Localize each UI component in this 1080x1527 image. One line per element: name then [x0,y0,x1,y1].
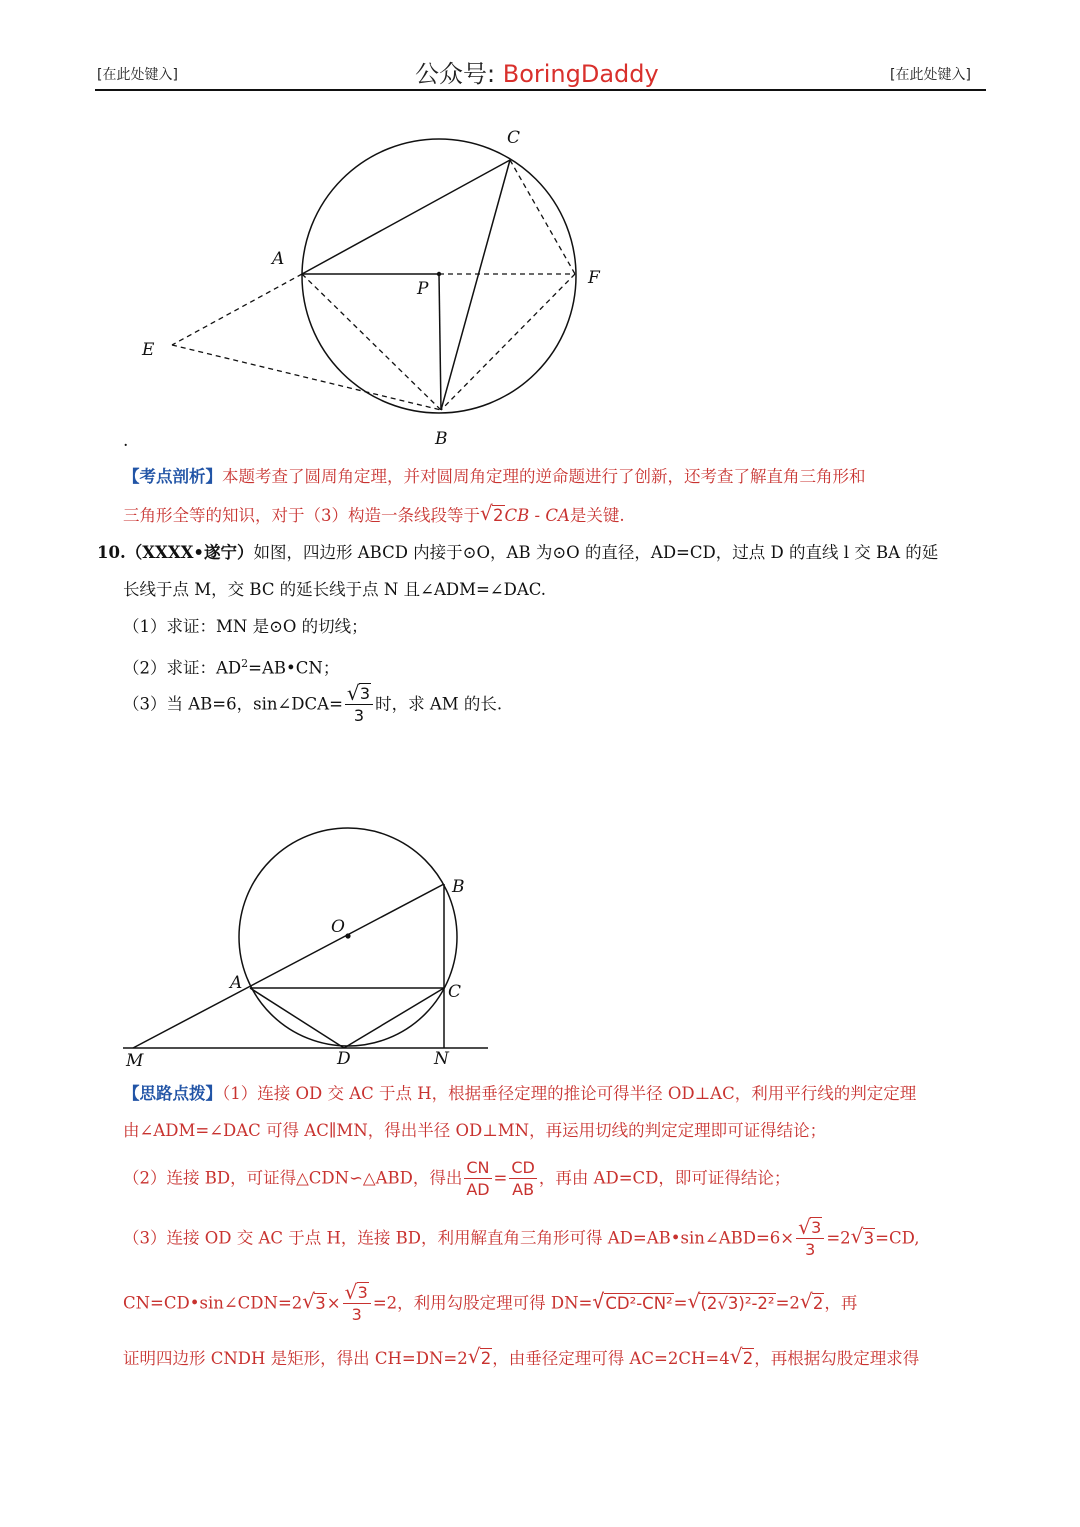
hint-tag: 【思路点拨】 [123,1084,222,1103]
header-brand: BoringDaddy [502,60,659,88]
fig1-line-cb [441,160,510,410]
analysis1-text2a: 三角形全等的知识，对于（3）构造一条线段等于 [123,506,480,525]
fig1-line-ac [302,160,510,274]
fig1-label-e: E [142,340,155,360]
header-right-placeholder: [在此处键入] [890,67,971,83]
fig2-line-ad [250,988,344,1048]
analysis1-text2c: 是关键. [569,506,625,525]
analysis1-line1 [123,464,866,490]
fig1-line-pb [439,274,441,410]
header-label: 公众号: [415,60,496,88]
hint-line1: 【思路点拨】（1）连接 OD 交 AC 于点 H，根据垂径定理的推论可得半径 OD⊥AC，利用平行线的判定定理 [123,1084,917,1103]
analysis1-text2b: CB - CA [504,506,570,525]
fig1-label-b: B [435,429,448,449]
hint-fraction-cn-ad: $\frac{CN}{AD}$ [466,1158,490,1199]
problem10-line1 [97,540,938,566]
fig1-dash-eb [172,345,441,410]
hint-line6: 证明四边形 CNDH 是矩形，得出 CH=DN=2 √ 2，由垂径定理可得 AC=2CH=4 √ 2，再根据勾股定理求得 [123,1344,920,1368]
fig1-dash-cf [510,160,575,274]
fig1-dash-fb [441,274,575,410]
hint-line2: 由∠ADM=∠DAC 可得 AC∥MN，得出半径 OD⊥MN，再运用切线的判定定理即可证得结论； [123,1121,827,1140]
fig2-label-a: A [230,973,243,993]
fig1-label-c: C [507,128,521,148]
fig2-label-m: M [126,1051,144,1071]
header-left-placeholder: [在此处键入] [97,67,178,83]
figure-1-circle-diagram [0,0,1080,460]
fig1-stray-dot: . [123,431,129,451]
problem10-source: （XXXX•遂宁） [125,543,254,562]
hint-fraction-cd-ab: $\frac{CD}{AB}$ [511,1158,535,1199]
fig2-label-c: C [448,982,462,1002]
problem10-line2: 长线于点 M，交 BC 的延长线于点 N 且∠ADM=∠DAC. [123,580,547,599]
problem10-question2: （2）求证：$AD^2=AB•CN$； [123,657,340,678]
fig2-label-b: B [452,877,465,897]
fig2-label-o: O [331,917,345,937]
fig1-label-f: F [588,268,600,288]
problem10-number: 10. [97,543,126,562]
fig1-label-a: A [272,249,285,269]
fig2-label-n: N [434,1049,449,1069]
q3-fraction: √ 3 3 [345,686,373,724]
hint-line5: CN=CD•sin∠CDN=2 √ 3× √ 3 3 =2，利用勾股定理可得 DN= √ CD²-CN²= √ (2√3)²-2²=2 √ 2，再 [123,1280,858,1324]
analysis1-sqrt: √ 2 [480,501,504,525]
fig2-line-mb [133,884,444,1048]
fig1-dash-ae [172,274,302,345]
hint-line4: （3）连接 OD 交 AC 于点 H，连接 BD，利用解直角三角形可得 AD=AB•sin∠ABD=6× √ 3 3 =2 √ 3=CD, [123,1215,920,1259]
analysis1-line2 [123,503,625,529]
fig2-point-o [345,933,350,938]
problem10-text1: 如图，四边形 ABCD 内接于⊙O，AB 为⊙O 的直径，AD=CD，过点 D 的直线 l 交 BA 的延 [253,543,939,562]
fig1-label-p: P [417,279,429,299]
analysis1-text1: 本题考查了圆周角定理，并对圆周角定理的逆命题进行了创新，还考查了解直角三角形和 [222,467,866,486]
fig2-line-dc [344,988,444,1048]
analysis1-tag: 【考点剖析】 [123,467,222,486]
figure-2-circle-tangent-diagram [0,800,1080,1075]
fig2-label-d: D [337,1049,351,1069]
problem10-question3: （3）当 AB=6，sin∠DCA= √ 3 3 时，求 AM 的长. [123,681,503,725]
fig1-point-p [437,272,441,276]
hint-line3: （2）连接 BD，可证得△CDN∽△ABD，得出 $\frac{CN}{AD}$ = $\frac{CD}{AB}$ ，再由 AD=CD，即可证得结论； [123,1158,791,1199]
problem10-question1: （1）求证：MN 是⊙O 的切线； [123,617,368,636]
